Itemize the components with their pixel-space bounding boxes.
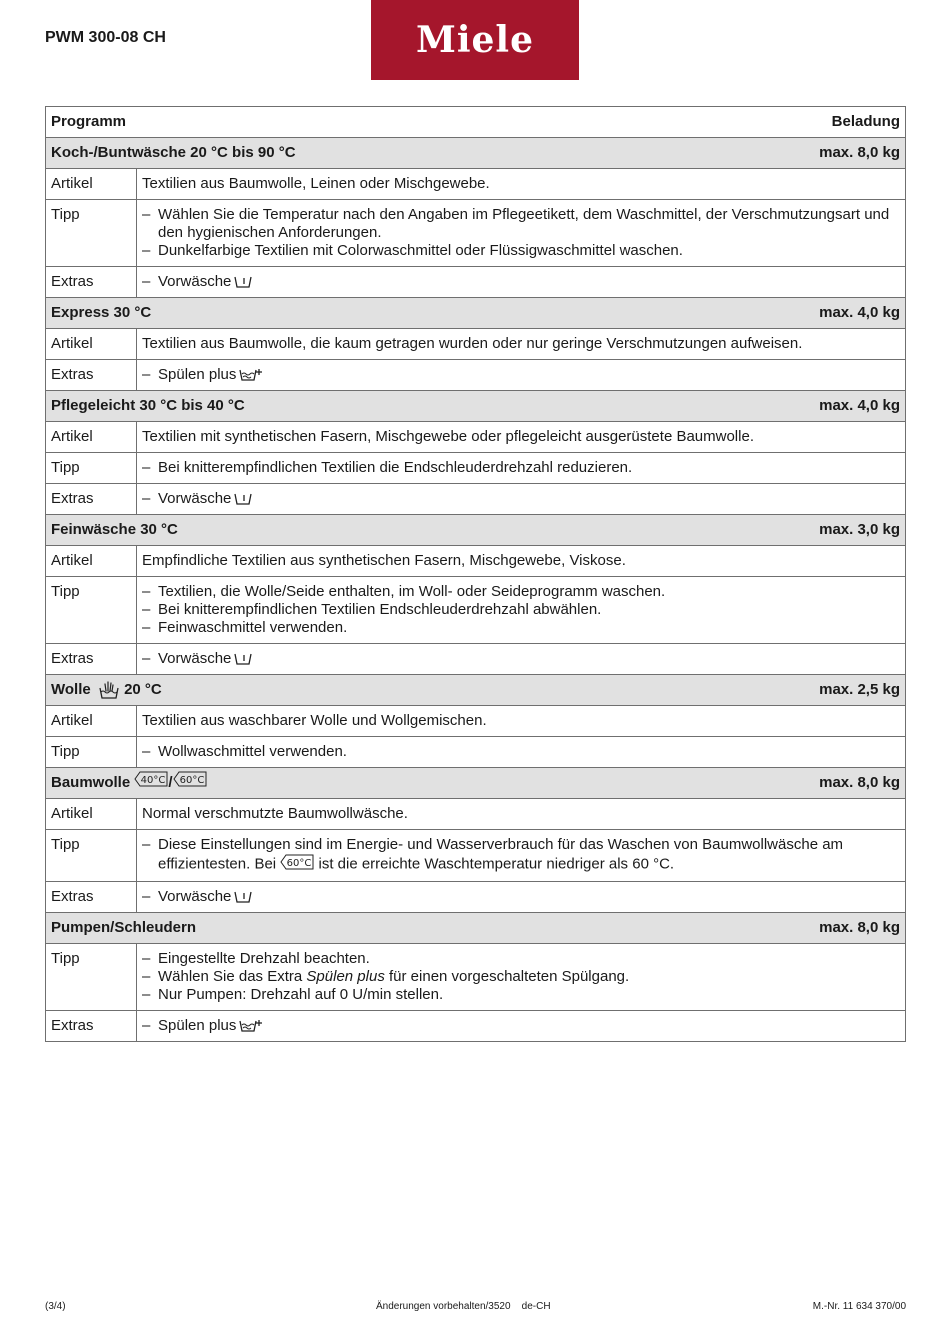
row-label: Tipp	[46, 830, 137, 882]
row-label: Extras	[46, 484, 137, 515]
extras-item: – Spülen plus	[142, 1017, 900, 1035]
prewash-icon	[234, 890, 252, 904]
tipp-item: – Nur Pumpen: Drehzahl auf 0 U/min stellen.	[142, 986, 444, 1004]
row-label: Tipp	[46, 200, 137, 267]
tipp-item: – Dunkelfarbige Textilien mit Colorwaschmittel oder Flüssigwaschmittel waschen.	[142, 242, 683, 259]
row-label: Tipp	[46, 737, 137, 768]
tipp-item: – Wollwaschmittel verwenden.	[142, 743, 347, 760]
rinse-plus-icon	[239, 1019, 263, 1033]
program-load: max. 8,0 kg	[819, 919, 900, 937]
row-label: Extras	[46, 267, 137, 298]
eco-temp-60-icon	[173, 768, 207, 798]
program-name: Baumwolle 40°C / 60°C	[51, 768, 207, 798]
program-row-wolle	[46, 675, 906, 706]
row-label: Artikel	[46, 422, 137, 453]
row-label: Extras	[46, 882, 137, 913]
program-load: max. 2,5 kg	[819, 681, 900, 698]
row-label: Artikel	[46, 169, 137, 200]
footer-page: (3/4)	[45, 1301, 66, 1312]
table-row	[46, 329, 906, 360]
hand-wash-icon	[98, 681, 120, 699]
program-row-baumwolle	[46, 768, 906, 799]
table-row	[46, 422, 906, 453]
row-label: Extras	[46, 644, 137, 675]
temp-label: 40°C	[141, 775, 166, 787]
program-name: Pumpen/Schleudern	[51, 919, 197, 937]
artikel-text: Normal verschmutzte Baumwollwäsche.	[137, 799, 906, 830]
table-row	[46, 644, 906, 675]
temp-label: 60°C	[286, 858, 312, 870]
table-row	[46, 577, 906, 644]
table-row	[46, 830, 906, 882]
program-row-pflegeleicht	[46, 391, 906, 422]
footer-number: M.-Nr. 11 634 370/00	[812, 1301, 906, 1312]
row-label: Artikel	[46, 799, 137, 830]
model-title: PWM 300-08 CH	[45, 29, 166, 46]
artikel-text: Textilien aus Baumwolle, Leinen oder Mischgewebe.	[137, 169, 906, 200]
program-name: Koch-/Buntwäsche 20 °C bis 90 °C	[51, 144, 296, 161]
table-row	[46, 882, 906, 913]
program-row-feinwaesche	[46, 515, 906, 546]
row-label: Tipp	[46, 944, 137, 1011]
extras-item: – Spülen plus	[142, 366, 900, 384]
program-name: Pflegeleicht 30 °C bis 40 °C	[51, 397, 245, 414]
extras-item: – Vorwäsche	[142, 650, 900, 668]
eco-temp-40-icon	[134, 768, 168, 798]
row-label: Extras	[46, 1011, 137, 1042]
prewash-icon	[234, 492, 252, 506]
tipp-item: – Bei knitterempfindlichen Textilien Endschleuderdrehzahl abwählen.	[142, 601, 602, 618]
table-header-row	[46, 107, 906, 138]
footer-note: Änderungen vorbehalten/3520 de-CH	[376, 1301, 551, 1312]
row-label: Tipp	[46, 453, 137, 484]
artikel-text: Textilien aus waschbarer Wolle und Wollgemischen.	[137, 706, 906, 737]
table-row	[46, 484, 906, 515]
artikel-text: Textilien aus Baumwolle, die kaum getragen wurden oder nur geringe Verschmutzungen aufweisen.	[137, 329, 906, 360]
program-name: Express 30 °C	[51, 304, 152, 321]
program-load: max. 3,0 kg	[819, 521, 900, 538]
table-row	[46, 360, 906, 391]
program-load: max. 8,0 kg	[819, 774, 900, 791]
program-table	[45, 106, 906, 1042]
program-row-koch	[46, 138, 906, 169]
row-label: Extras	[46, 360, 137, 391]
tipp-item: – Diese Einstellungen sind im Energie- und Wasserverbrauch für das Waschen von Baumwollwäsche am effizientesten. Bei 60°C ist die erreichte Waschtemperatur niedriger als 60 °C.	[142, 836, 900, 875]
prewash-icon	[234, 275, 252, 289]
prewash-icon	[234, 652, 252, 666]
program-name: Wolle 20 °C	[51, 681, 162, 698]
program-load: max. 4,0 kg	[819, 397, 900, 414]
artikel-text: Textilien mit synthetischen Fasern, Mischgewebe oder pflegeleicht ausgerüstete Baumwolle.	[137, 422, 906, 453]
rinse-plus-icon	[239, 368, 263, 382]
artikel-text: Empfindliche Textilien aus synthetischen Fasern, Mischgewebe, Viskose.	[137, 546, 906, 577]
tipp-item: – Wählen Sie die Temperatur nach den Angaben im Pflegeetikett, dem Waschmittel, der Verschmutzungsart und den hygienischen Anforderungen.	[142, 206, 890, 241]
table-row	[46, 737, 906, 768]
table-row	[46, 169, 906, 200]
table-row	[46, 1011, 906, 1042]
program-load: max. 4,0 kg	[819, 304, 900, 321]
row-label: Artikel	[46, 706, 137, 737]
row-label: Artikel	[46, 546, 137, 577]
table-row	[46, 453, 906, 484]
table-row	[46, 200, 906, 267]
program-row-pumpen	[46, 913, 906, 944]
table-row	[46, 267, 906, 298]
tipp-item: – Textilien, die Wolle/Seide enthalten, im Woll- oder Seideprogramm waschen.	[142, 583, 666, 600]
tipp-item: – Feinwaschmittel verwenden.	[142, 619, 348, 636]
tipp-item: – Wählen Sie das Extra Spülen plus für einen vorgeschalteten Spülgang.	[142, 968, 630, 986]
row-label: Tipp	[46, 577, 137, 644]
program-load: max. 8,0 kg	[819, 144, 900, 161]
table-row	[46, 944, 906, 1011]
tipp-item: – Bei knitterempfindlichen Textilien die Endschleuderdrehzahl reduzieren.	[142, 459, 633, 476]
table-row	[46, 546, 906, 577]
eco-temp-60-icon	[280, 854, 314, 875]
row-label: Artikel	[46, 329, 137, 360]
program-row-express	[46, 298, 906, 329]
tipp-item: – Eingestellte Drehzahl beachten.	[142, 950, 370, 968]
program-name: Feinwäsche 30 °C	[51, 521, 178, 538]
miele-logo: Miele	[371, 0, 579, 80]
extras-item: – Vorwäsche	[142, 888, 900, 906]
extras-item: – Vorwäsche	[142, 273, 900, 291]
temp-label: 60°C	[179, 775, 204, 787]
table-row	[46, 799, 906, 830]
table-row	[46, 706, 906, 737]
header-load: Beladung	[831, 113, 900, 130]
extras-item: – Vorwäsche	[142, 490, 900, 508]
header-program: Programm	[51, 113, 127, 130]
